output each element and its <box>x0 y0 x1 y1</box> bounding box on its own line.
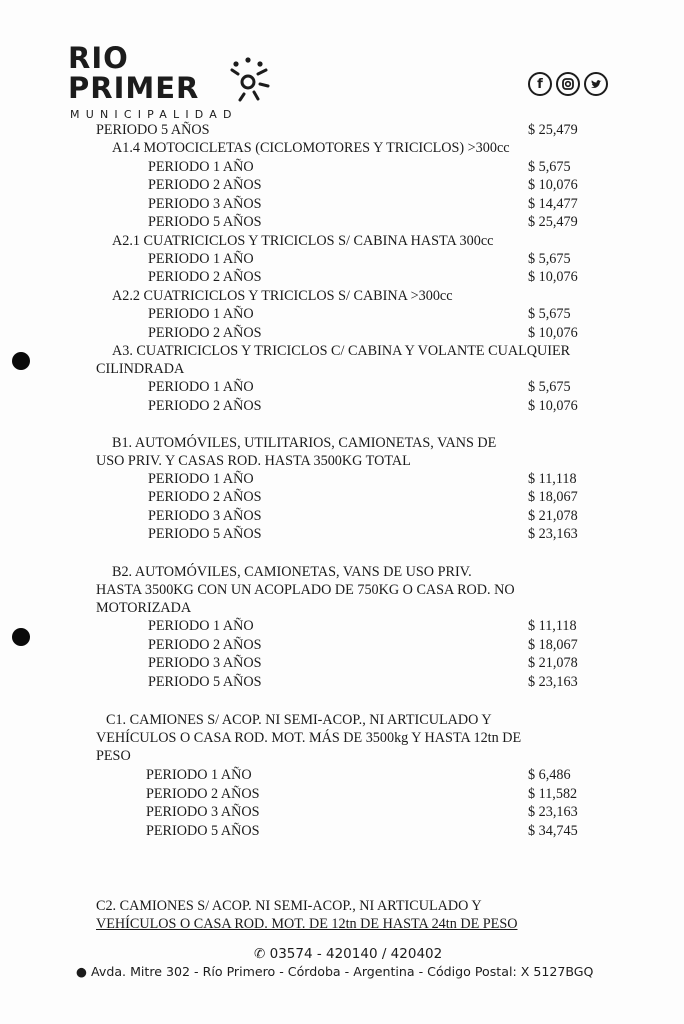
row-label: PERIODO 2 AÑOS <box>148 398 262 414</box>
row-label: PERIODO 1 AÑO <box>148 618 254 634</box>
section-heading-cont: HASTA 3500KG CON UN ACOPLADO DE 750KG O CASA ROD. NO <box>96 582 515 598</box>
twitter-icon[interactable] <box>584 72 608 96</box>
footer-address <box>76 964 593 979</box>
row-price: $ 5,675 <box>528 379 571 395</box>
row-price: $ 5,675 <box>528 306 571 322</box>
row-label: PERIODO 2 AÑOS <box>148 177 262 193</box>
row-price: $ 11,118 <box>528 471 577 487</box>
section-heading-cont: MOTORIZADA <box>96 600 192 616</box>
section-heading: B2. AUTOMÓVILES, CAMIONETAS, VANS DE USO PRIV. <box>112 564 472 580</box>
section-heading-cont: CILINDRADA <box>96 361 185 377</box>
section-heading: A1.4 MOTOCICLETAS (CICLOMOTORES Y TRICICLOS) >300cc <box>112 140 510 156</box>
row-price: $ 25,479 <box>528 122 578 138</box>
row-label: PERIODO 1 AÑO <box>148 379 254 395</box>
row-price: $ 10,076 <box>528 398 578 414</box>
row-price: $ 23,163 <box>528 674 578 690</box>
row-label: PERIODO 3 AÑOS <box>146 804 260 820</box>
row-price: $ 14,477 <box>528 196 578 212</box>
row-price: $ 34,745 <box>528 823 578 839</box>
phone-icon: ✆ <box>254 946 266 962</box>
row-label: PERIODO 5 AÑOS <box>146 823 260 839</box>
instagram-icon[interactable] <box>556 72 580 96</box>
row-price: $ 25,479 <box>528 214 578 230</box>
municipal-logo <box>68 42 278 130</box>
social-icons <box>528 72 608 96</box>
section-heading-cont: USO PRIV. Y CASAS ROD. HASTA 3500KG TOTAL <box>96 453 411 469</box>
row-label: PERIODO 2 AÑOS <box>148 489 262 505</box>
section-heading: B1. AUTOMÓVILES, UTILITARIOS, CAMIONETAS, VANS DE <box>112 435 497 451</box>
row-label: PERIODO 5 AÑOS <box>148 674 262 690</box>
section-heading-cont: PESO <box>96 748 131 764</box>
row-price: $ 21,078 <box>528 655 578 671</box>
row-label: PERIODO 1 AÑO <box>146 767 252 783</box>
facebook-icon[interactable]: f <box>528 72 552 96</box>
row-label: PERIODO 1 AÑO <box>148 306 254 322</box>
row-label: PERIODO 1 AÑO <box>148 471 254 487</box>
row-price: $ 11,582 <box>528 786 578 802</box>
row-label: PERIODO 1 AÑO <box>148 159 254 175</box>
logo-sun-icon <box>226 56 272 102</box>
section-heading: A2.2 CUATRICICLOS Y TRICICLOS S/ CABINA >300cc <box>112 288 453 304</box>
section-heading: C1. CAMIONES S/ ACOP. NI SEMI-ACOP., NI ARTICULADO Y <box>106 712 492 728</box>
binder-hole-top <box>12 352 30 370</box>
row-label: PERIODO 2 AÑOS <box>148 637 262 653</box>
logo-subtitle: MUNICIPALIDAD <box>70 108 238 121</box>
row-label: PERIODO 5 AÑOS <box>96 122 210 138</box>
row-label: PERIODO 5 AÑOS <box>148 214 262 230</box>
location-pin-icon: ● <box>76 964 87 979</box>
phone-number: 03574 - 420140 / 420402 <box>269 946 443 962</box>
row-label: PERIODO 3 AÑOS <box>148 655 262 671</box>
row-price: $ 21,078 <box>528 508 578 524</box>
row-price: $ 23,163 <box>528 804 578 820</box>
section-heading: A3. CUATRICICLOS Y TRICICLOS C/ CABINA Y VOLANTE CUALQUIER <box>112 343 571 359</box>
row-price: $ 18,067 <box>528 489 578 505</box>
row-price: $ 10,076 <box>528 177 578 193</box>
row-label: PERIODO 3 AÑOS <box>148 508 262 524</box>
row-price: $ 23,163 <box>528 526 578 542</box>
row-label: PERIODO 2 AÑOS <box>148 325 262 341</box>
section-heading: A2.1 CUATRICICLOS Y TRICICLOS S/ CABINA HASTA 300cc <box>112 233 494 249</box>
row-price: $ 10,076 <box>528 269 578 285</box>
section-heading: C2. CAMIONES S/ ACOP. NI SEMI-ACOP., NI ARTICULADO Y <box>96 898 482 914</box>
row-label: PERIODO 2 AÑOS <box>148 269 262 285</box>
row-price: $ 5,675 <box>528 251 571 267</box>
footer-phone <box>254 946 442 962</box>
logo-line2: PRIMER <box>68 71 200 105</box>
binder-hole-bottom <box>12 628 30 646</box>
row-price: $ 5,675 <box>528 159 571 175</box>
row-price: $ 11,118 <box>528 618 577 634</box>
row-label: PERIODO 1 AÑO <box>148 251 254 267</box>
row-price: $ 6,486 <box>528 767 571 783</box>
row-label: PERIODO 3 AÑOS <box>148 196 262 212</box>
section-heading-cont: VEHÍCULOS O CASA ROD. MOT. MÁS DE 3500kg Y HASTA 12tn DE <box>96 730 522 746</box>
section-heading-cont: VEHÍCULOS O CASA ROD. MOT. DE 12tn DE HASTA 24tn DE PESO <box>96 916 518 932</box>
row-label: PERIODO 5 AÑOS <box>148 526 262 542</box>
row-price: $ 18,067 <box>528 637 578 653</box>
row-price: $ 10,076 <box>528 325 578 341</box>
logo-line1: RIO <box>68 41 129 75</box>
address-text: Avda. Mitre 302 - Río Primero - Córdoba - Argentina - Código Postal: X 5127BGQ <box>91 964 594 979</box>
row-label: PERIODO 2 AÑOS <box>146 786 260 802</box>
